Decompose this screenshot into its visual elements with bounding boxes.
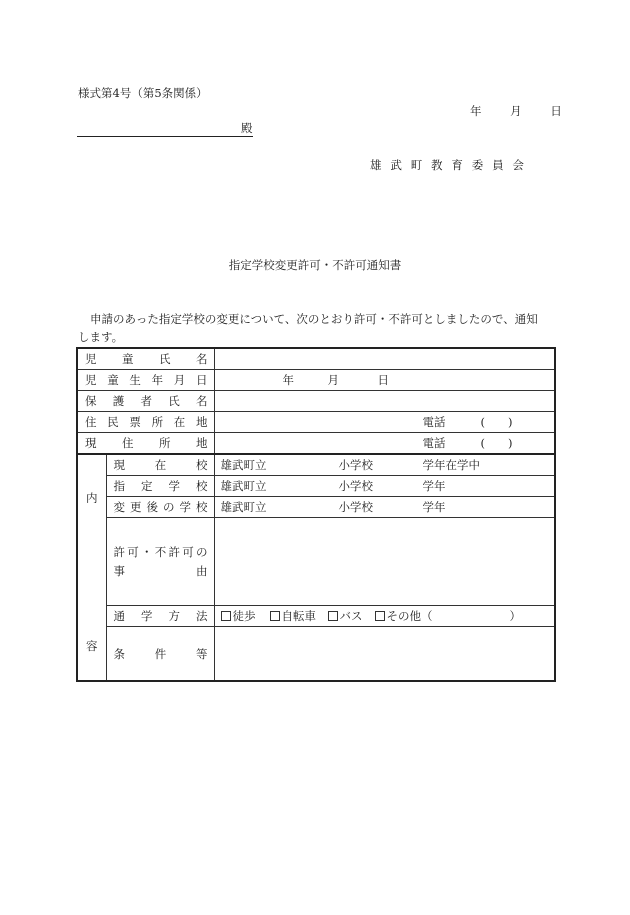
label-char: 住 — [85, 415, 97, 429]
birth-year-label: 年 — [282, 373, 294, 387]
row-designated-school — [77, 476, 555, 497]
child-birth-label — [77, 370, 214, 391]
commute-label — [106, 606, 214, 627]
date-year-label: 年 — [470, 104, 482, 118]
label-char: 更 — [130, 500, 142, 514]
addressee-suffix: 殿 — [241, 121, 253, 135]
label-char: 氏 — [168, 394, 180, 408]
row-child-name — [77, 348, 555, 370]
label-char: 月 — [173, 373, 186, 387]
label-char: 校 — [196, 458, 208, 472]
phone-field[interactable]: ( ) — [480, 415, 513, 429]
conditions-label — [106, 627, 214, 682]
row-commute — [77, 606, 555, 627]
label-char: 事 — [113, 564, 125, 578]
label-char: 児 — [85, 352, 97, 366]
conditions-field[interactable] — [214, 627, 555, 682]
town-prefix: 雄武町立 — [220, 458, 267, 472]
body-text-line1: 申請のあった指定学校の変更について、次のとおり許可・不許可としましたので、通知 — [90, 312, 538, 326]
label-char: 保 — [85, 394, 97, 408]
checkbox-icon — [328, 611, 338, 621]
label-char: 雄 — [370, 158, 382, 172]
label-char: 指 — [113, 479, 125, 493]
commute-option-bicycle[interactable]: 自転車 — [270, 608, 317, 624]
label-char: 年 — [151, 373, 164, 387]
row-child-birth — [77, 370, 555, 391]
date-line — [470, 103, 562, 119]
row-reason — [77, 518, 555, 606]
label-char: 定 — [141, 479, 153, 493]
label-char: 学 — [179, 500, 191, 514]
checkbox-icon — [270, 611, 280, 621]
label-char: 氏 — [159, 352, 171, 366]
label-char: 由 — [196, 564, 208, 578]
label-char: 可 — [182, 545, 194, 559]
label-char: 変 — [113, 500, 125, 514]
commute-other-close: ） — [509, 609, 521, 623]
designated-school-field[interactable] — [214, 476, 555, 497]
label-char: 名 — [196, 352, 208, 366]
label-char: 員 — [492, 158, 504, 172]
label-char: の — [196, 545, 208, 559]
registered-address-field[interactable] — [214, 412, 555, 433]
label-char: 民 — [107, 415, 119, 429]
grade-enrolled-label: 学年在学中 — [422, 458, 480, 472]
date-day-label: 日 — [550, 104, 562, 118]
form-number: 様式第4号（第5条関係） — [78, 86, 208, 100]
child-name-label — [77, 348, 214, 370]
label-char: 住 — [122, 436, 134, 450]
row-guardian-name — [77, 391, 555, 412]
reason-label — [106, 518, 214, 606]
label-char: 許 — [113, 545, 125, 559]
label-char: 学 — [168, 479, 180, 493]
current-school-field[interactable] — [214, 454, 555, 476]
label-char: 童 — [107, 373, 119, 387]
label-char: 護 — [112, 394, 125, 408]
label-char: 童 — [122, 352, 134, 366]
label-char: ・ — [141, 545, 153, 559]
label-char: 会 — [512, 158, 524, 172]
form-table — [76, 347, 556, 682]
elementary-label: 小学校 — [338, 500, 373, 514]
issuer-name — [370, 157, 524, 173]
row-conditions — [77, 627, 555, 682]
label-char: 法 — [196, 609, 208, 623]
checkbox-icon — [375, 611, 385, 621]
child-birth-field[interactable] — [214, 370, 555, 391]
checkbox-icon — [221, 611, 231, 621]
label-char: 所 — [151, 415, 164, 429]
content-section-label — [77, 454, 106, 681]
label-char: 委 — [471, 158, 484, 172]
row-registered-address — [77, 412, 555, 433]
changed-school-label — [106, 497, 214, 518]
label-char: 後 — [146, 500, 158, 514]
label-char: 可 — [127, 545, 139, 559]
child-name-field[interactable] — [214, 348, 555, 370]
document-title: 指定学校変更許可・不許可通知書 — [228, 258, 402, 272]
current-address-field[interactable] — [214, 433, 555, 455]
commute-option-other[interactable]: その他（ — [375, 608, 433, 624]
label-char: 不 — [154, 545, 167, 559]
label-char: 方 — [168, 609, 180, 623]
label-char: 日 — [195, 373, 208, 387]
changed-school-field[interactable] — [214, 497, 555, 518]
label-char: 育 — [451, 158, 463, 172]
label-char: 教 — [431, 158, 443, 172]
label-char: 許 — [168, 545, 180, 559]
label-char: 者 — [140, 394, 152, 408]
guardian-name-field[interactable] — [214, 391, 555, 412]
label-char: の — [163, 500, 175, 514]
grade-label: 学年 — [422, 479, 446, 493]
label-char: 票 — [129, 415, 141, 429]
label-char: 等 — [196, 646, 208, 661]
content-label-top: 内 — [86, 491, 98, 505]
label-char: 通 — [113, 609, 125, 623]
label-char: 所 — [159, 436, 171, 450]
town-prefix: 雄武町立 — [220, 500, 267, 514]
label-char: 現 — [113, 458, 125, 472]
town-prefix: 雄武町立 — [220, 479, 267, 493]
addressee-blank-line — [77, 136, 253, 137]
label-char: 在 — [154, 458, 167, 472]
grade-label: 学年 — [422, 500, 446, 514]
elementary-label: 小学校 — [338, 458, 373, 472]
birth-day-label: 日 — [377, 373, 389, 387]
label-char: 生 — [129, 373, 141, 387]
guardian-name-label — [77, 391, 214, 412]
phone-label: 電話 — [422, 436, 446, 450]
elementary-label: 小学校 — [338, 479, 373, 493]
phone-field[interactable]: ( ) — [480, 436, 513, 450]
label-char: 児 — [85, 373, 97, 387]
label-char: 条 — [113, 646, 125, 661]
label-char: 件 — [154, 646, 167, 661]
label-char: 現 — [85, 436, 97, 450]
commute-option-bus[interactable]: バス — [328, 608, 363, 624]
row-current-school — [77, 454, 555, 476]
label-char: 武 — [390, 158, 402, 172]
label-char: 町 — [410, 158, 423, 172]
label-char: 名 — [196, 394, 208, 408]
row-changed-school — [77, 497, 555, 518]
phone-label: 電話 — [422, 415, 446, 429]
label-char: 校 — [196, 479, 208, 493]
current-school-label — [106, 454, 214, 476]
designated-school-label — [106, 476, 214, 497]
label-char: 地 — [196, 436, 208, 450]
label-char: 地 — [195, 415, 208, 429]
body-text-line2: します。 — [78, 330, 124, 344]
reason-field[interactable] — [214, 518, 555, 606]
label-char: 在 — [173, 415, 186, 429]
current-address-label — [77, 433, 214, 455]
birth-month-label: 月 — [327, 373, 339, 387]
label-char: 学 — [141, 609, 153, 623]
commute-field — [214, 606, 555, 627]
date-month-label: 月 — [510, 104, 522, 118]
row-current-address — [77, 433, 555, 455]
commute-option-walk[interactable]: 徒歩 — [221, 608, 256, 624]
content-label-bottom: 容 — [86, 639, 98, 653]
registered-address-label — [77, 412, 214, 433]
label-char: 校 — [196, 500, 208, 514]
